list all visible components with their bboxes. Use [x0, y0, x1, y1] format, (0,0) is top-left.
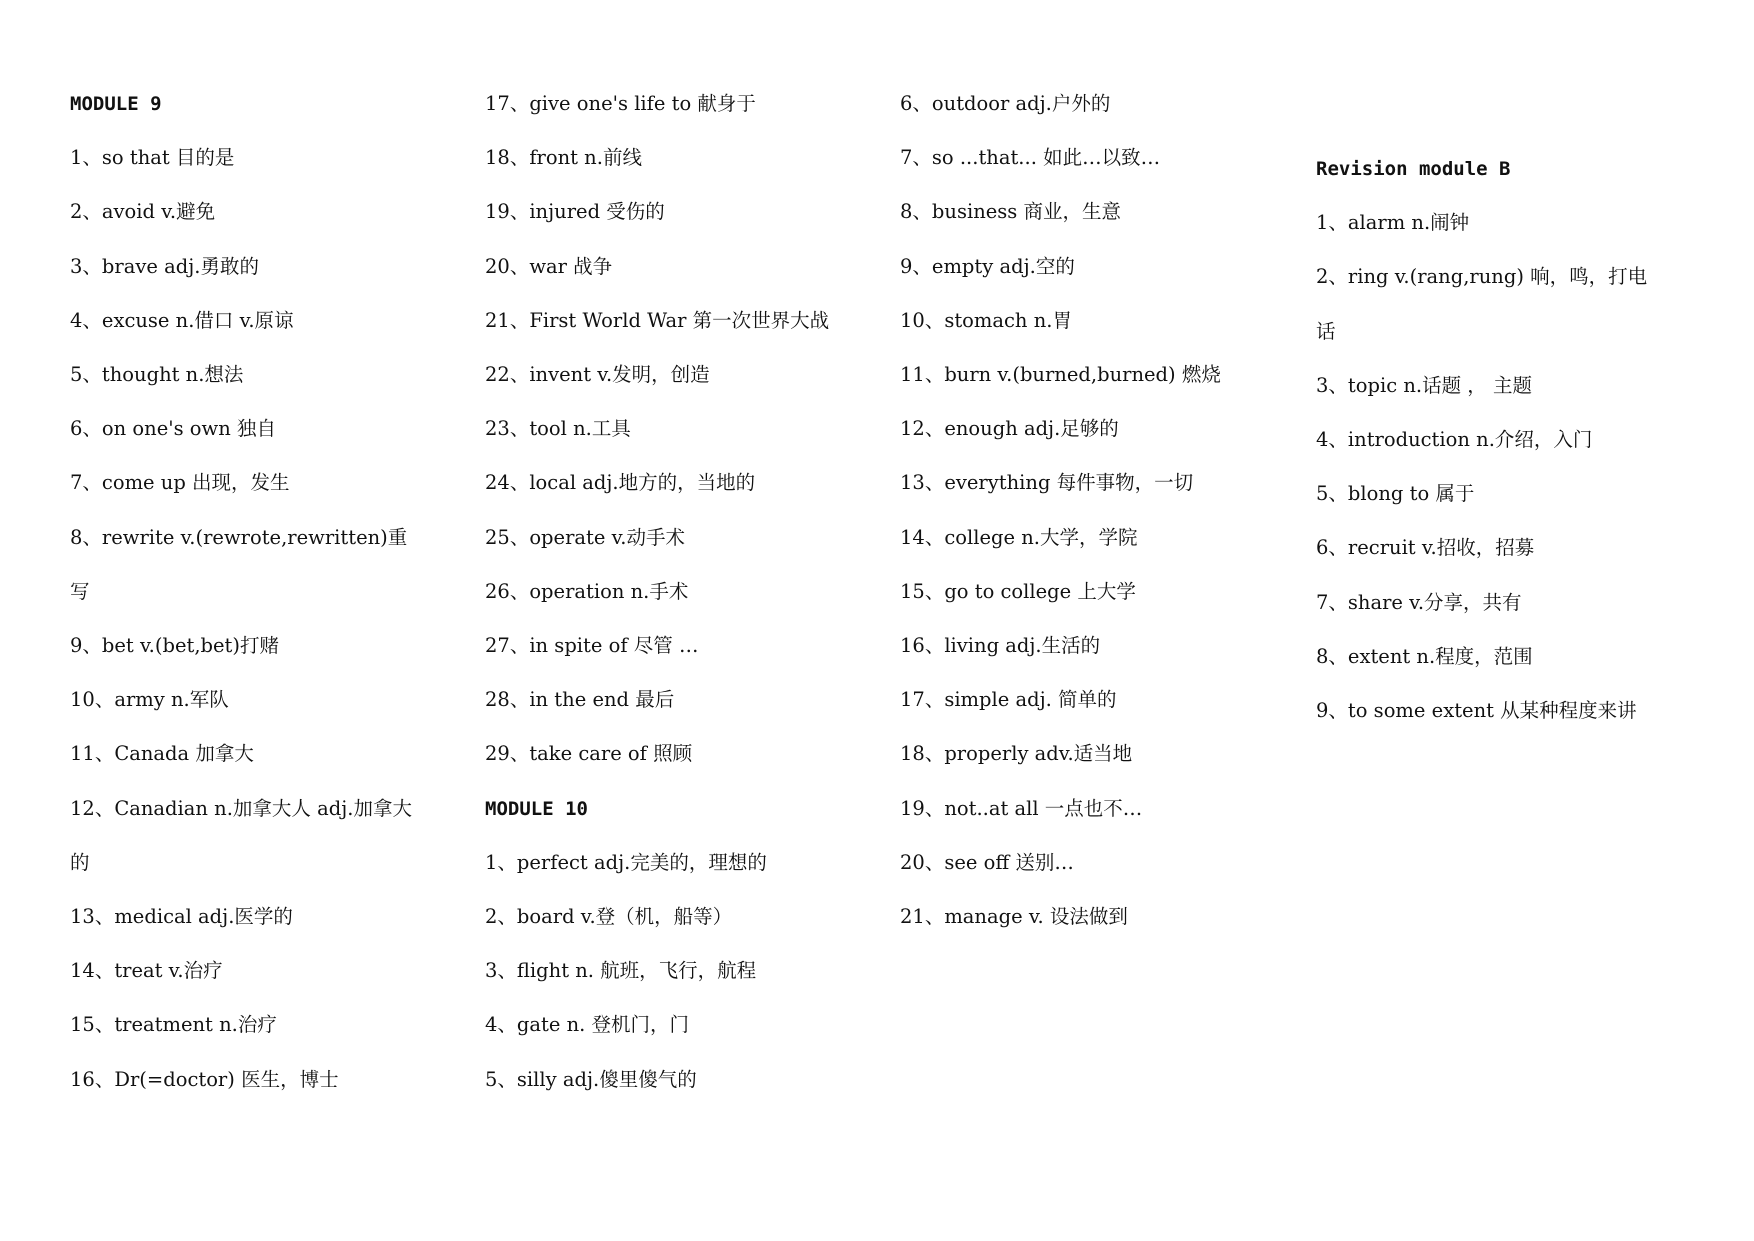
vocab-entry: 11、burn v.(burned,burned) 燃烧	[900, 363, 1221, 386]
vocab-entry: 19、not..at all 一点也不…	[900, 796, 1143, 820]
vocab-entry: 22、invent v.发明，创造	[485, 363, 710, 386]
vocab-entry: 5、blong to 属于	[1316, 482, 1475, 506]
section-heading: Revision module B	[1316, 158, 1511, 180]
vocab-entry: 12、enough adj.足够的	[900, 417, 1119, 441]
vocab-entry: 17、give one's life to 献身于	[485, 92, 756, 115]
vocab-entry: 21、manage v. 设法做到	[900, 905, 1128, 928]
vocab-entry: 16、Dr(=doctor) 医生，博士	[70, 1067, 339, 1091]
vocab-entry: 20、war 战争	[485, 254, 613, 278]
vocab-entry: 4、gate n. 登机门，门	[485, 1013, 690, 1037]
vocab-entry: 2、ring v.(rang,rung) 响，鸣，打电	[1316, 265, 1648, 289]
vocab-entry: 15、treatment n.治疗	[70, 1013, 277, 1037]
vocab-entry: 16、living adj.生活的	[900, 634, 1101, 657]
vocab-entry: 18、front n.前线	[485, 146, 642, 170]
vocab-entry: 14、college n.大学，学院	[900, 525, 1138, 549]
vocab-entry: 15、go to college 上大学	[900, 579, 1136, 603]
vocab-entry: 3、brave adj.勇敢的	[70, 254, 259, 278]
vocab-entry: 7、so ...that... 如此…以致…	[900, 146, 1161, 170]
vocab-entry: 6、recruit v.招收，招募	[1316, 536, 1535, 560]
vocab-entry: 1、alarm n.闹钟	[1316, 211, 1470, 235]
vocab-entry: 7、share v.分享，共有	[1316, 590, 1522, 614]
vocab-entry: 3、topic n.话题 ， 主题	[1316, 373, 1532, 397]
section-heading: MODULE 9	[70, 93, 162, 115]
vocab-entry: 28、in the end 最后	[485, 688, 675, 712]
vocab-entry: 5、thought n.想法	[70, 363, 244, 386]
vocab-entry: 6、on one's own 独自	[70, 417, 276, 441]
vocab-entry: 27、in spite of 尽管 …	[485, 634, 699, 657]
vocab-entry: 14、treat v.治疗	[70, 959, 223, 983]
vocab-entry: 2、avoid v.避免	[70, 200, 216, 224]
vocab-entry: 的	[70, 850, 90, 874]
vocab-entry: 17、simple adj. 简单的	[900, 688, 1117, 712]
vocab-entry: 8、rewrite v.(rewrote,rewritten)重	[70, 525, 408, 549]
vocab-entry: 3、flight n. 航班，飞行，航程	[485, 959, 757, 983]
vocab-entry: 话	[1316, 319, 1336, 343]
vocab-entry: 21、First World War 第一次世界大战	[485, 308, 830, 332]
vocab-entry: 12、Canadian n.加拿大人 adj.加拿大	[70, 796, 412, 820]
vocab-entry: 4、introduction n.介绍，入门	[1316, 428, 1593, 451]
vocab-entry: 4、excuse n.借口 v.原谅	[70, 308, 294, 332]
vocab-entry: 20、see off 送别…	[900, 850, 1074, 874]
vocab-entry: 1、perfect adj.完美的，理想的	[485, 850, 767, 874]
vocab-entry: 9、bet v.(bet,bet)打赌	[70, 634, 279, 657]
vocab-entry: 6、outdoor adj.户外的	[900, 92, 1111, 115]
vocab-entry: 26、operation n.手术	[485, 579, 689, 603]
vocab-entry: 1、so that 目的是	[70, 146, 235, 170]
vocab-entry: 7、come up 出现，发生	[70, 471, 290, 495]
vocab-entry: 8、extent n.程度，范围	[1316, 644, 1533, 668]
vocab-entry: 8、business 商业，生意	[900, 200, 1122, 224]
vocab-entry: 18、properly adv.适当地	[900, 742, 1133, 766]
vocab-entry: 5、silly adj.傻里傻气的	[485, 1067, 697, 1091]
vocab-entry: 9、to some extent 从某种程度来讲	[1316, 699, 1637, 722]
vocab-entry: 13、medical adj.医学的	[70, 905, 293, 928]
vocab-entry: 9、empty adj.空的	[900, 254, 1075, 278]
vocab-entry: 19、injured 受伤的	[485, 200, 665, 224]
vocab-entry: 23、tool n.工具	[485, 417, 631, 441]
vocab-entry: 10、army n.军队	[70, 688, 229, 712]
section-heading: MODULE 10	[485, 797, 588, 820]
vocab-entry: 11、Canada 加拿大	[70, 742, 254, 766]
vocab-entry: 10、stomach n.胃	[900, 308, 1072, 332]
vocab-entry: 写	[70, 579, 90, 603]
vocab-entry: 29、take care of 照顾	[485, 742, 693, 766]
vocab-entry: 2、board v.登（机，船等）	[485, 905, 733, 928]
vocab-entry: 25、operate v.动手术	[485, 525, 685, 549]
vocab-entry: 13、everything 每件事物，一切	[900, 471, 1194, 495]
vocab-entry: 24、local adj.地方的，当地的	[485, 471, 756, 495]
